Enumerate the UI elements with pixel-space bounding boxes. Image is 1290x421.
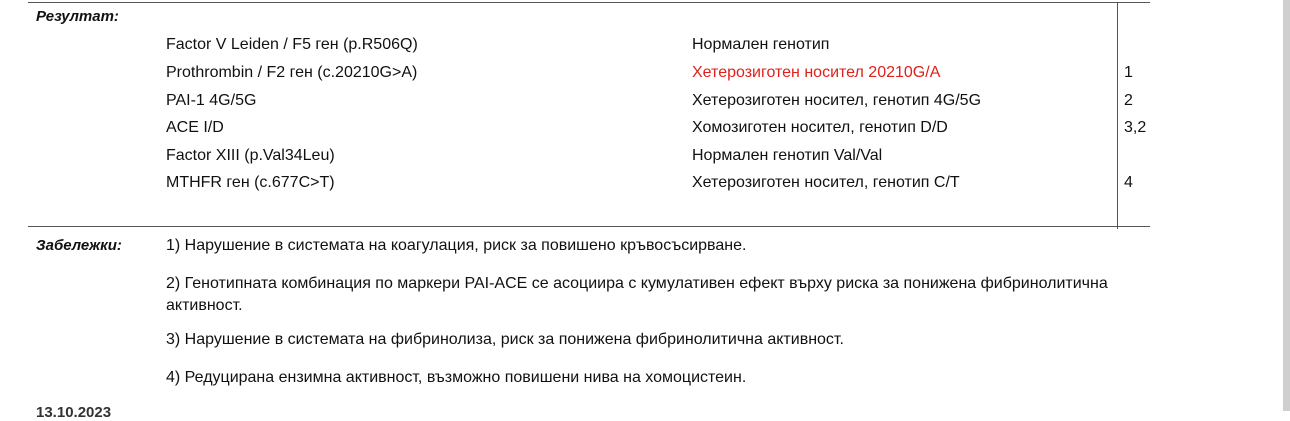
marker-cell: MTHFR ген (c.677C>T) bbox=[166, 174, 335, 191]
column-divider bbox=[1117, 3, 1118, 229]
reference-cell: 1 bbox=[1124, 64, 1133, 81]
result-cell: Хетерозиготен носител, генотип C/T bbox=[692, 174, 960, 191]
notes-section-label: Забележки: bbox=[36, 237, 122, 254]
page-edge bbox=[1283, 0, 1290, 411]
reference-cell: 3,2 bbox=[1124, 119, 1147, 136]
marker-cell: ACE I/D bbox=[166, 119, 224, 136]
section-separator bbox=[28, 226, 1150, 227]
note-item: 1) Нарушение в системата на коагулация, риск за повишено кръвосъсирване. bbox=[166, 237, 747, 254]
reference-cell: 4 bbox=[1124, 174, 1133, 191]
result-cell: Хетерозиготен носител, генотип 4G/5G bbox=[692, 92, 982, 109]
result-cell: Нормален генотип Val/Val bbox=[692, 147, 883, 164]
marker-cell: Prothrombin / F2 ген (c.20210G>A) bbox=[166, 64, 418, 81]
results-section-label: Резултат: bbox=[36, 8, 119, 25]
note-item: 4) Редуцирана ензимна активност, възможно повишени нива на хомоцистеин. bbox=[166, 369, 747, 386]
footer-date-clipped: 13.10.2023 bbox=[36, 404, 112, 421]
result-cell: Нормален генотип bbox=[692, 36, 830, 53]
result-cell-highlighted: Хетерозиготен носител 20210G/A bbox=[692, 64, 941, 81]
top-rule bbox=[28, 2, 1150, 3]
note-item: 3) Нарушение в системата на фибринолиза, риск за понижена фибринолитична активност. bbox=[166, 331, 844, 348]
result-cell: Хомозиготен носител, генотип D/D bbox=[692, 119, 948, 136]
marker-cell: PAI-1 4G/5G bbox=[166, 92, 257, 109]
marker-cell: Factor V Leiden / F5 ген (p.R506Q) bbox=[166, 36, 418, 53]
marker-cell: Factor XIII (p.Val34Leu) bbox=[166, 147, 335, 164]
note-item: 2) Генотипната комбинация по маркери PAI-ACE се асоциира с кумулативен ефект върху риска за понижена фибринолитична активност. bbox=[166, 275, 1108, 314]
reference-cell: 2 bbox=[1124, 92, 1133, 109]
